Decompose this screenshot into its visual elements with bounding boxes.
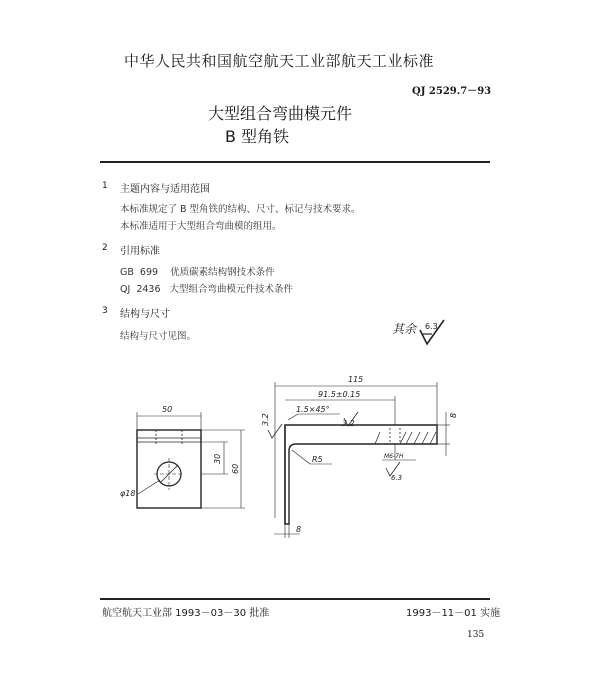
angle-iron-drawing: [100, 368, 560, 568]
section-number: 2: [102, 243, 108, 253]
dimension-height-60: 60: [231, 463, 240, 474]
document-title: 大型组合弯曲模元件: [207, 104, 352, 123]
dimension-thickness-bottom: 8: [296, 525, 302, 534]
roughness-symbol-icon: [418, 318, 458, 348]
surface-roughness-note: [392, 320, 416, 337]
dimension-hole-diameter: φ18: [120, 489, 136, 498]
page-number: 135: [467, 630, 485, 640]
reference-standard: GB 699 优质碳素结构钢技术条件: [120, 267, 275, 278]
roughness-label: 其余: [392, 322, 417, 336]
section-text-line: 本标准规定了 B 型角铁的结构、尺寸、标记与技术要求。: [120, 204, 361, 215]
dimension-thread: M6-7H: [384, 453, 404, 460]
reference-standard: QJ 2436 大型组合弯曲模元件技术条件: [120, 284, 294, 295]
dimension-thickness-top: 8: [449, 412, 458, 418]
approval-line: 航空航天工业部 1993－03－30 批准: [102, 608, 270, 619]
section-text-line: 本标准适用于大型组合弯曲模的组用。: [120, 221, 282, 232]
dimension-height-30: 30: [213, 453, 222, 464]
dimension-total-length: 115: [348, 375, 364, 384]
standard-code: QJ 2529.7－93: [412, 86, 492, 97]
dimension-width: 50: [162, 405, 173, 414]
implementation-date: 1993－11－01 实施: [406, 608, 501, 619]
dimension-chamfer: 1.5×45°: [296, 405, 330, 414]
roughness-value-mid: 3.2: [342, 419, 355, 428]
section-heading: 主题内容与适用范围: [120, 184, 210, 195]
section-heading: 结构与尺寸: [120, 309, 170, 320]
section-number: 3: [102, 306, 108, 316]
section-number: 1: [102, 181, 108, 191]
dimension-bend-radius: R5: [312, 455, 323, 464]
section-text-line: 结构与尺寸见图。: [120, 331, 197, 342]
document-subtitle: B 型角铁: [224, 127, 290, 146]
issuing-organization: 中华人民共和国航空航天工业部航天工业标准: [124, 52, 435, 70]
footer-divider: [100, 598, 490, 600]
angle-profile: [285, 425, 437, 524]
dimension-hole-position: 91.5±0.15: [318, 390, 361, 399]
section-heading: 引用标准: [120, 246, 160, 257]
roughness-value: 6.3: [425, 322, 438, 331]
header-divider: [100, 161, 490, 163]
roughness-value-left: 3.2: [261, 413, 270, 426]
roughness-value-thread: 6.3: [391, 474, 403, 482]
